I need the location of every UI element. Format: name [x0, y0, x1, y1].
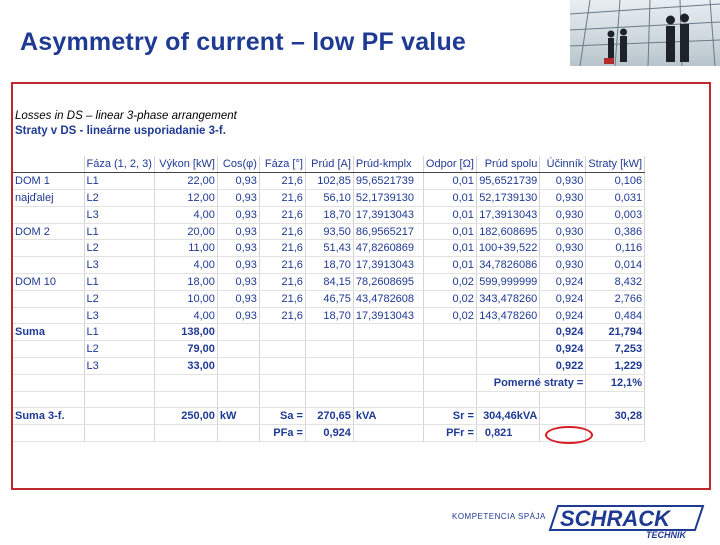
- table-cell: 34,7826086: [476, 257, 539, 274]
- table-cell: 18,70: [305, 206, 353, 223]
- table-cell: [217, 374, 259, 391]
- pfr-highlight-ellipse: [545, 426, 593, 444]
- table-cell: Účinník: [540, 156, 586, 173]
- table-row: [13, 307, 645, 324]
- table-cell: 21,6: [259, 206, 305, 223]
- table-cell: DOM 2: [13, 223, 84, 240]
- table-cell: 0,01: [423, 206, 476, 223]
- table-cell: [353, 324, 423, 341]
- table-cell: DOM 10: [13, 274, 84, 291]
- sr-value: 304,46: [483, 410, 517, 423]
- table-cell: 143,478260: [476, 307, 539, 324]
- table-cell: [217, 324, 259, 341]
- table-cell: 599,999999: [476, 274, 539, 291]
- table-cell: 0,930: [540, 257, 586, 274]
- sr-unit: kVA: [516, 410, 538, 423]
- table-cell: L3: [84, 307, 154, 324]
- table-cell: 22,00: [154, 173, 217, 190]
- table-cell: 52,1739130: [476, 190, 539, 207]
- table-cell: 0,01: [423, 257, 476, 274]
- table-cell: L3: [84, 206, 154, 223]
- table-cell: Fáza [°]: [259, 156, 305, 173]
- table-cell: Sr =: [423, 408, 476, 425]
- table-cell: 0,924: [540, 290, 586, 307]
- table-cell: L1: [84, 223, 154, 240]
- table-cell: [217, 391, 259, 408]
- table-cell: L1: [84, 173, 154, 190]
- table-cell: 21,6: [259, 240, 305, 257]
- table-cell: PFr =: [423, 425, 476, 442]
- table-row: [13, 290, 645, 307]
- table-cell: 93,50: [305, 223, 353, 240]
- table-cell: [353, 425, 423, 442]
- table-row: [13, 408, 645, 425]
- table-cell: 0,02: [423, 307, 476, 324]
- table-cell: [13, 257, 84, 274]
- table-cell: 84,15: [305, 274, 353, 291]
- table-cell: [259, 358, 305, 375]
- table-cell: 0,93: [217, 307, 259, 324]
- table-cell: [305, 341, 353, 358]
- table-cell: [217, 341, 259, 358]
- footer-tagline: KOMPETENCIA SPÁJA: [452, 512, 546, 521]
- table-cell: 100+39,522: [476, 240, 539, 257]
- pfr-value: 0,821: [476, 425, 539, 442]
- table-cell: [13, 206, 84, 223]
- table-cell: [423, 391, 476, 408]
- table-cell: [259, 341, 305, 358]
- table-cell: [13, 374, 84, 391]
- table-cell: 21,6: [259, 274, 305, 291]
- relative-losses-label: Pomerné straty =: [476, 374, 585, 391]
- table-cell: Sa =: [259, 408, 305, 425]
- table-cell: 0,930: [540, 240, 586, 257]
- table-cell: Prúd spolu: [476, 156, 539, 173]
- table-cell: [259, 391, 305, 408]
- slide-title: Asymmetry of current – low PF value: [20, 28, 467, 56]
- table-cell: [586, 391, 645, 408]
- table-cell: 21,6: [259, 307, 305, 324]
- table-cell: [13, 341, 84, 358]
- table-cell: [13, 307, 84, 324]
- table-cell: 0,003: [586, 206, 645, 223]
- logo-main-text: SCHRACK: [560, 506, 670, 531]
- table-cell: 0,106: [586, 173, 645, 190]
- table-cell: kVA: [353, 408, 423, 425]
- table-cell: 138,00: [154, 324, 217, 341]
- table-cell: [154, 391, 217, 408]
- table-cell: 21,6: [259, 223, 305, 240]
- sheet-subtitle-sk: Straty v DS - lineárne usporiadanie 3-f.: [15, 125, 226, 137]
- table-cell: 0,484: [586, 307, 645, 324]
- table-cell: Suma 3-f.: [13, 408, 84, 425]
- table-cell: [476, 408, 539, 425]
- table-cell: [423, 341, 476, 358]
- table-cell: 343,478260: [476, 290, 539, 307]
- table-cell: 95,6521739: [353, 173, 423, 190]
- table-row: [13, 240, 645, 257]
- table-cell: [476, 341, 539, 358]
- table-cell: 86,9565217: [353, 223, 423, 240]
- table-cell: [353, 341, 423, 358]
- table-cell: kW: [217, 408, 259, 425]
- table-cell: 18,70: [305, 257, 353, 274]
- table-cell: 0,93: [217, 274, 259, 291]
- table-cell: [305, 324, 353, 341]
- table-cell: 51,43: [305, 240, 353, 257]
- table-cell: [423, 324, 476, 341]
- table-cell: [259, 324, 305, 341]
- table-cell: 21,6: [259, 290, 305, 307]
- table-cell: 102,85: [305, 173, 353, 190]
- table-cell: 0,93: [217, 290, 259, 307]
- table-cell: [13, 425, 84, 442]
- table-cell: 46,75: [305, 290, 353, 307]
- schrack-logo: [548, 500, 708, 545]
- table-cell: najďalej: [13, 190, 84, 207]
- table-cell: 0,93: [217, 223, 259, 240]
- relative-losses-value: 12,1%: [586, 374, 645, 391]
- table-row: [13, 374, 645, 391]
- table-cell: L1: [84, 324, 154, 341]
- table-cell: 0,93: [217, 190, 259, 207]
- table-row: [13, 156, 645, 173]
- table-cell: 0,924: [540, 324, 586, 341]
- table-cell: [217, 358, 259, 375]
- table-cell: Fáza (1, 2, 3): [84, 156, 154, 173]
- table-cell: [476, 391, 539, 408]
- table-cell: [13, 358, 84, 375]
- table-cell: Straty [kW]: [586, 156, 645, 173]
- table-cell: [540, 408, 586, 425]
- table-row: [13, 391, 645, 408]
- table-cell: 0,031: [586, 190, 645, 207]
- table-cell: 0,01: [423, 223, 476, 240]
- table-cell: 250,00: [154, 408, 217, 425]
- table-cell: 11,00: [154, 240, 217, 257]
- table-cell: 47,8260869: [353, 240, 423, 257]
- table-cell: [217, 425, 259, 442]
- table-cell: [13, 290, 84, 307]
- table-cell: 0,93: [217, 257, 259, 274]
- table-cell: 0,01: [423, 173, 476, 190]
- table-row: [13, 341, 645, 358]
- table-cell: 0,93: [217, 173, 259, 190]
- table-row: [13, 206, 645, 223]
- table-cell: [586, 425, 645, 442]
- table-cell: Cos(φ): [217, 156, 259, 173]
- table-cell: 20,00: [154, 223, 217, 240]
- table-cell: 52,1739130: [353, 190, 423, 207]
- table-cell: L2: [84, 341, 154, 358]
- table-cell: 17,3913043: [353, 257, 423, 274]
- table-cell: Odpor [Ω]: [423, 156, 476, 173]
- table-cell: 0,924: [305, 425, 353, 442]
- table-cell: 8,432: [586, 274, 645, 291]
- table-cell: PFa =: [259, 425, 305, 442]
- table-cell: [305, 358, 353, 375]
- table-cell: 0,930: [540, 190, 586, 207]
- table-cell: [476, 324, 539, 341]
- table-cell: 0,930: [540, 173, 586, 190]
- table-cell: L2: [84, 290, 154, 307]
- table-cell: 4,00: [154, 206, 217, 223]
- table-cell: 10,00: [154, 290, 217, 307]
- table-cell: [84, 391, 154, 408]
- table-row: [13, 274, 645, 291]
- table-cell: 0,922: [540, 358, 586, 375]
- table-cell: 17,3913043: [353, 206, 423, 223]
- table-cell: [259, 374, 305, 391]
- table-cell: 0,930: [540, 206, 586, 223]
- table-cell: 270,65: [305, 408, 353, 425]
- table-cell: [476, 358, 539, 375]
- table-cell: 2,766: [586, 290, 645, 307]
- table-cell: 4,00: [154, 307, 217, 324]
- table-cell: [154, 374, 217, 391]
- table-cell: 79,00: [154, 341, 217, 358]
- table-cell: 21,6: [259, 257, 305, 274]
- table-cell: [84, 408, 154, 425]
- table-cell: 0,93: [217, 206, 259, 223]
- table-cell: [353, 358, 423, 375]
- table-cell: L3: [84, 358, 154, 375]
- table-cell: 7,253: [586, 341, 645, 358]
- table-cell: 4,00: [154, 257, 217, 274]
- table-cell: 0,014: [586, 257, 645, 274]
- table-row: [13, 324, 645, 341]
- table-cell: 18,70: [305, 307, 353, 324]
- table-cell: 0,02: [423, 274, 476, 291]
- table-cell: 21,6: [259, 173, 305, 190]
- table-cell: 0,924: [540, 341, 586, 358]
- losses-table: [13, 156, 645, 442]
- table-cell: 0,386: [586, 223, 645, 240]
- table-row: [13, 257, 645, 274]
- table-cell: Suma: [13, 324, 84, 341]
- table-cell: 78,2608695: [353, 274, 423, 291]
- table-cell: Prúd-kmplx: [353, 156, 423, 173]
- table-cell: 21,794: [586, 324, 645, 341]
- table-cell: 0,02: [423, 290, 476, 307]
- table-cell: 33,00: [154, 358, 217, 375]
- table-cell: L3: [84, 257, 154, 274]
- logo-sub-text: TECHNIK: [646, 530, 686, 540]
- table-cell: 182,608695: [476, 223, 539, 240]
- table-cell: L1: [84, 274, 154, 291]
- table-cell: [305, 374, 353, 391]
- table-cell: 18,00: [154, 274, 217, 291]
- table-cell: 0,93: [217, 240, 259, 257]
- table-cell: [84, 425, 154, 442]
- table-row: [13, 190, 645, 207]
- table-cell: Prúd [A]: [305, 156, 353, 173]
- table-cell: 95,6521739: [476, 173, 539, 190]
- table-cell: DOM 1: [13, 173, 84, 190]
- header-photo: [570, 0, 720, 66]
- table-row: [13, 173, 645, 190]
- table-cell: L2: [84, 190, 154, 207]
- table-cell: [540, 391, 586, 408]
- table-cell: [353, 391, 423, 408]
- table-cell: 0,01: [423, 240, 476, 257]
- table-cell: L2: [84, 240, 154, 257]
- table-cell: 43,4782608: [353, 290, 423, 307]
- table-cell: Výkon [kW]: [154, 156, 217, 173]
- sheet-subtitle-en: Losses in DS – linear 3-phase arrangement: [15, 110, 237, 122]
- table-cell: 12,00: [154, 190, 217, 207]
- table-cell: 56,10: [305, 190, 353, 207]
- table-cell: [423, 374, 476, 391]
- table-cell: 17,3913043: [476, 206, 539, 223]
- table-cell: [84, 374, 154, 391]
- table-cell: [423, 358, 476, 375]
- table-cell: 30,28: [586, 408, 645, 425]
- table-cell: [13, 391, 84, 408]
- table-cell: 0,930: [540, 223, 586, 240]
- table-cell: 17,3913043: [353, 307, 423, 324]
- table-cell: [353, 374, 423, 391]
- table-cell: [154, 425, 217, 442]
- table-cell: 0,116: [586, 240, 645, 257]
- table-cell: 0,01: [423, 190, 476, 207]
- table-row: [13, 358, 645, 375]
- table-cell: 21,6: [259, 190, 305, 207]
- table-row: [13, 223, 645, 240]
- table-cell: 0,924: [540, 307, 586, 324]
- table-cell: 1,229: [586, 358, 645, 375]
- table-cell: [13, 156, 84, 173]
- table-cell: [13, 240, 84, 257]
- table-cell: [305, 391, 353, 408]
- table-cell: 0,924: [540, 274, 586, 291]
